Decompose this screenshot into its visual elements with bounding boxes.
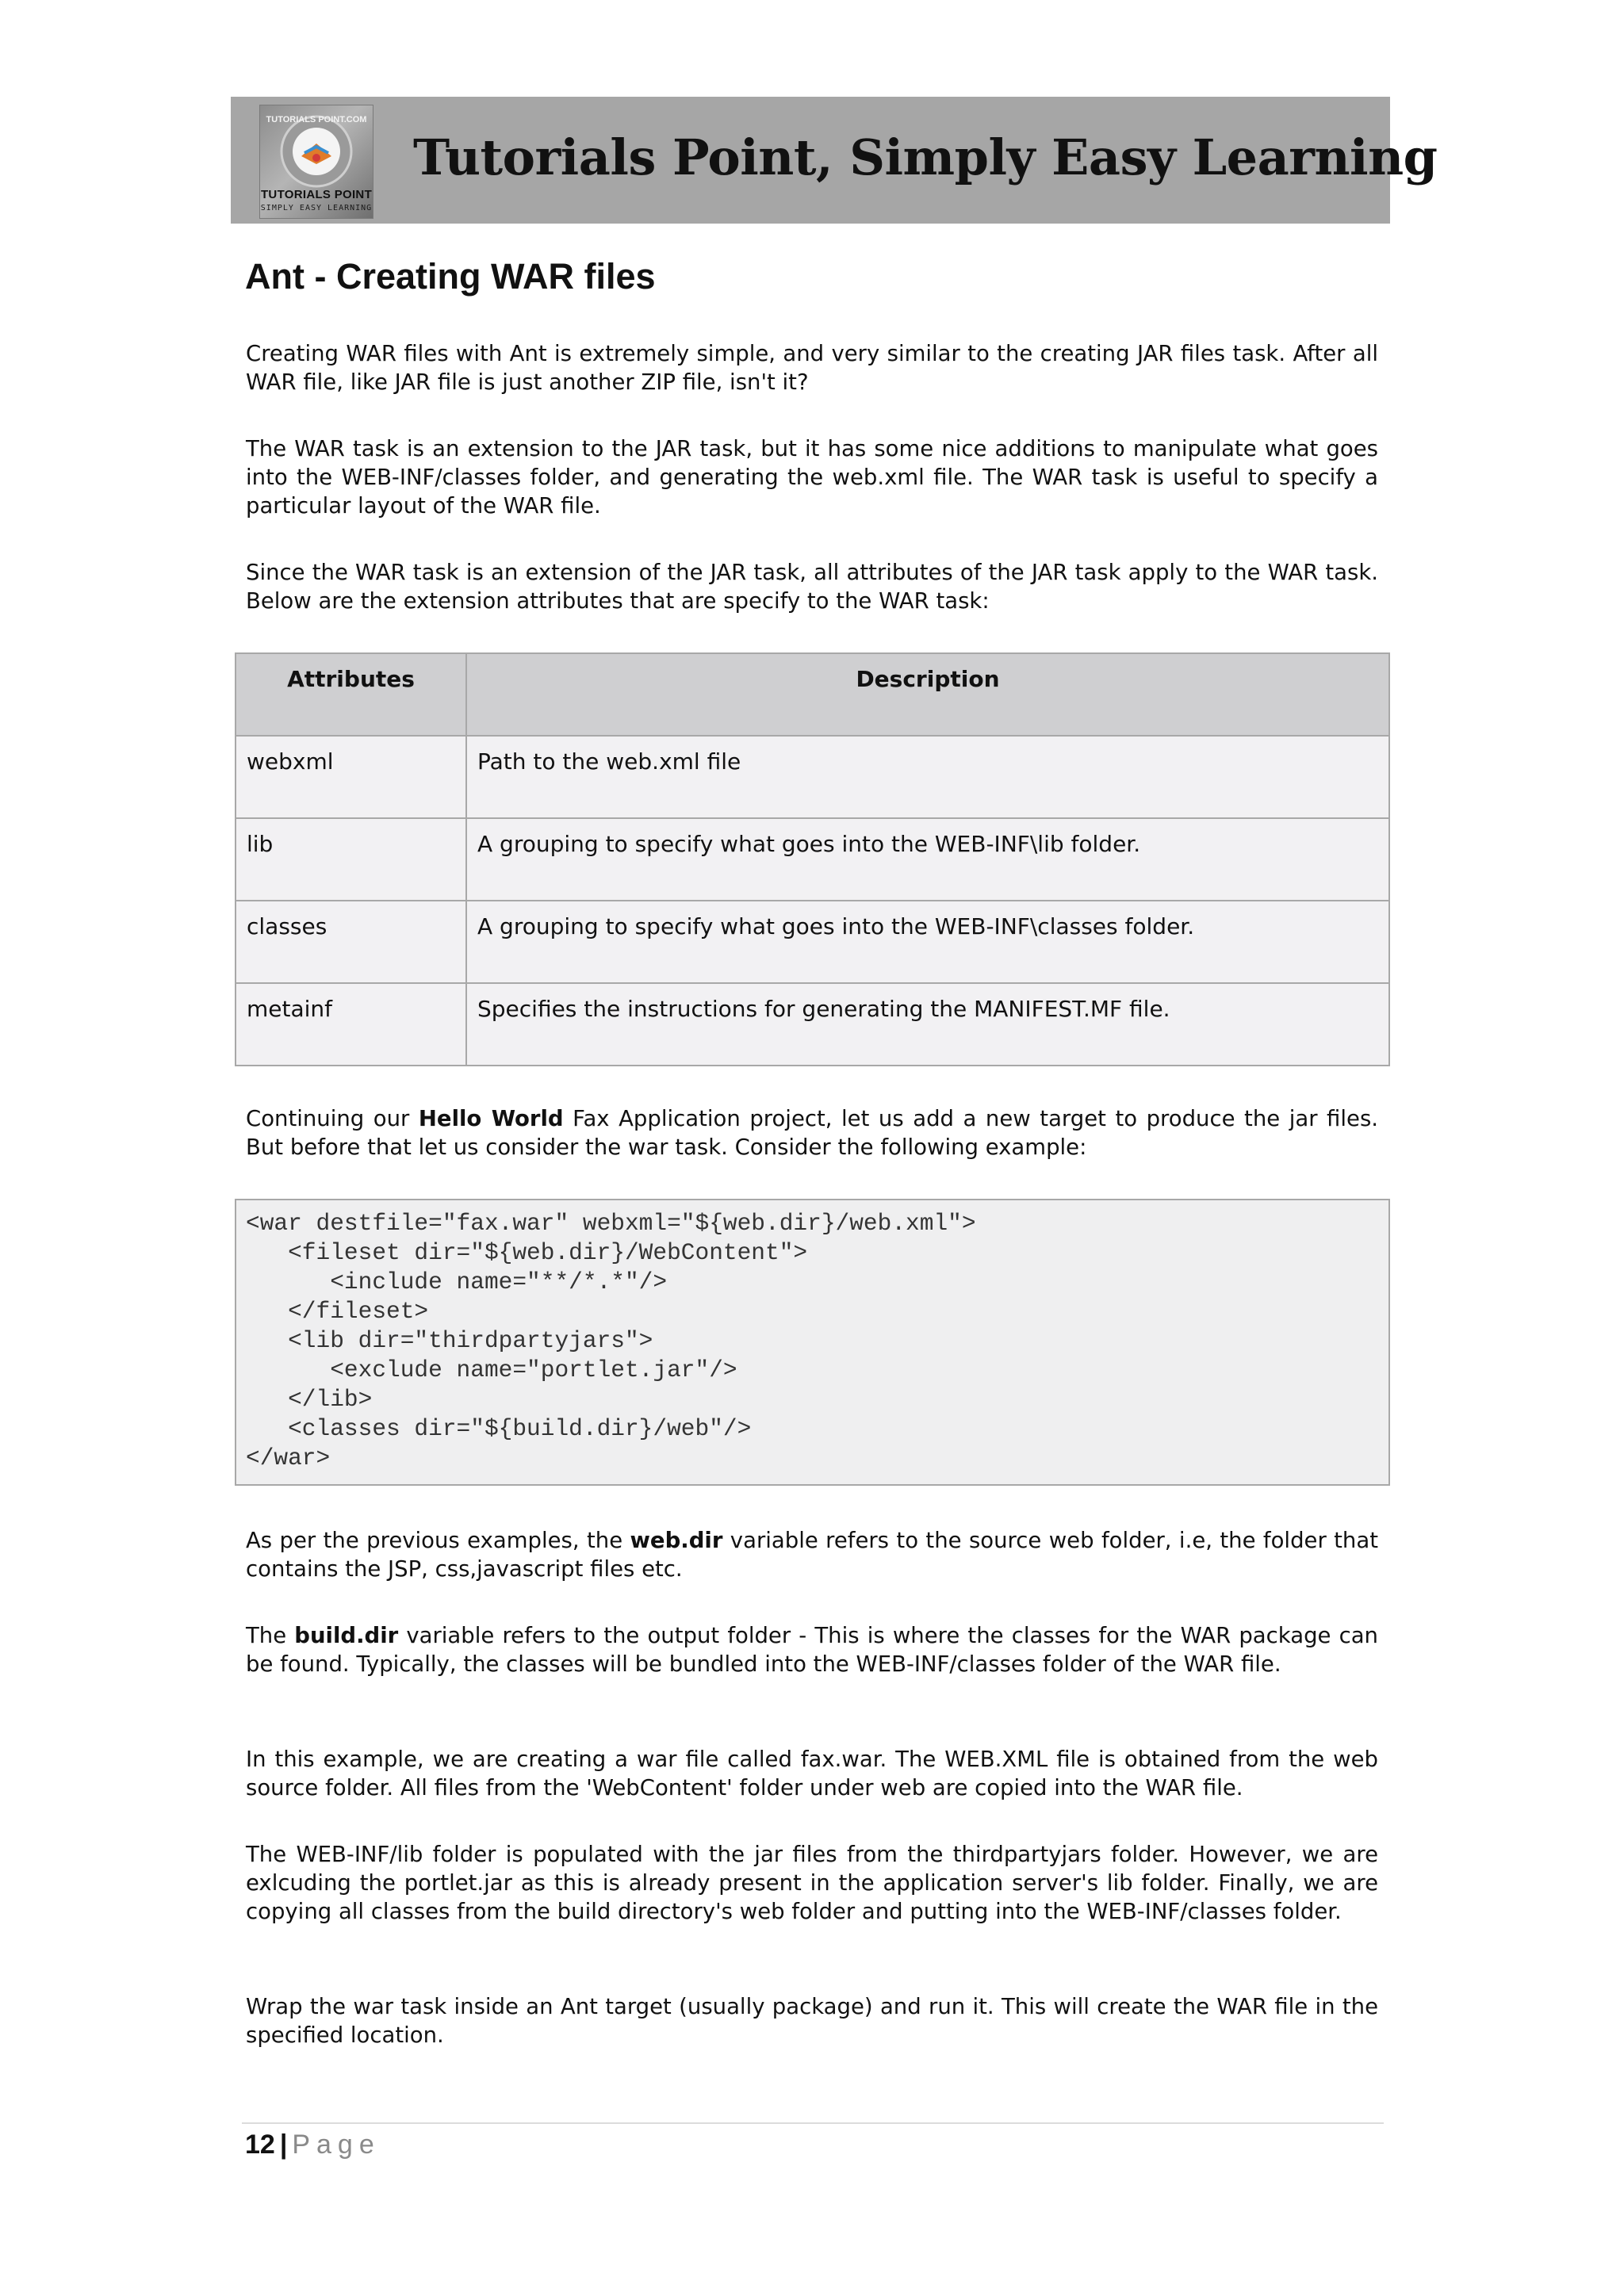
page-number: 12 bbox=[245, 2130, 275, 2160]
table-cell-attribute: classes bbox=[236, 901, 466, 983]
paragraph-web-dir bbox=[246, 1526, 1378, 1583]
tutorials-point-logo bbox=[259, 105, 373, 219]
text-run: variable refers to the source web folder, i.e, the folder that contains the JSP, css,javascript files etc. bbox=[246, 1528, 1378, 1582]
code-line: <include name="**/*.*"/> bbox=[246, 1269, 668, 1295]
page-label: Page bbox=[292, 2130, 381, 2160]
page-title: Ant - Creating WAR files bbox=[245, 256, 656, 297]
text-run: Continuing our bbox=[246, 1106, 419, 1131]
attributes-table bbox=[235, 652, 1390, 1066]
table-row bbox=[236, 736, 1389, 818]
text-run: variable refers to the output folder - This is where the classes for the WAR package can be found. Typically, the classes will be bundled into the WEB-INF/classes folder of the WAR file. bbox=[246, 1623, 1378, 1677]
text-run-bold: web.dir bbox=[630, 1528, 723, 1553]
text-run: Fax Application project, let us add a new target to produce the jar files. But before that let us consider the war task. Consider the following example: bbox=[246, 1106, 1379, 1160]
table-header-attributes: Attributes bbox=[236, 653, 466, 736]
logo-ring-text: TUTORIALS POINT.COM bbox=[266, 115, 367, 124]
paragraph-war-task: The WAR task is an extension to the JAR task, but it has some nice additions to manipulate what goes into the WEB-INF/classes folder, and generating the web.xml file. The WAR task is useful to specify a particular layout of the WAR file. bbox=[246, 436, 1378, 519]
table-cell-description: Specifies the instructions for generating the MANIFEST.MF file. bbox=[466, 983, 1389, 1066]
table-header-row bbox=[236, 653, 1389, 736]
code-line: </lib> bbox=[246, 1386, 373, 1413]
header-banner bbox=[231, 97, 1438, 224]
table-cell-description: A grouping to specify what goes into the WEB-INF\classes folder. bbox=[466, 901, 1389, 983]
code-line: <fileset dir="${web.dir}/WebContent"> bbox=[246, 1239, 808, 1266]
text-run-bold: build.dir bbox=[294, 1623, 399, 1648]
text-run: As per the previous examples, the bbox=[246, 1528, 630, 1553]
paragraph-wrap-target: Wrap the war task inside an Ant target (usually package) and run it. This will create the WAR file in the specified location. bbox=[246, 1994, 1378, 2048]
table-cell-attribute: lib bbox=[236, 818, 466, 901]
table-header-description: Description bbox=[466, 653, 1389, 736]
footer-separator: | bbox=[279, 2130, 288, 2160]
table-cell-attribute: webxml bbox=[236, 736, 466, 818]
paragraph-attributes-intro: Since the WAR task is an extension of the JAR task, all attributes of the JAR task apply to the WAR task. Below are the extension attributes that are specify to the WAR task: bbox=[246, 560, 1378, 614]
code-line: <lib dir="thirdpartyjars"> bbox=[246, 1327, 653, 1354]
code-line: <war destfile="fax.war" webxml="${web.dir}/web.xml"> bbox=[246, 1210, 976, 1237]
code-line: </war> bbox=[246, 1445, 331, 1471]
logo-name: TUTORIALS POINT bbox=[260, 188, 373, 201]
page-footer bbox=[245, 2130, 381, 2160]
table-row bbox=[236, 901, 1389, 983]
text-run-bold: Hello World bbox=[418, 1106, 564, 1131]
code-line: <exclude name="portlet.jar"/> bbox=[246, 1357, 737, 1383]
table-row bbox=[236, 818, 1389, 901]
paragraph-build-dir bbox=[246, 1621, 1378, 1678]
paragraph-hello-world bbox=[246, 1104, 1378, 1161]
footer-divider bbox=[242, 2122, 1384, 2124]
table-cell-description: Path to the web.xml file bbox=[466, 736, 1389, 818]
text-run: The bbox=[246, 1623, 295, 1648]
code-line: </fileset> bbox=[246, 1298, 429, 1325]
code-block bbox=[235, 1199, 1390, 1486]
header-title: Tutorials Point, Simply Easy Learning bbox=[413, 128, 1438, 186]
table-cell-attribute: metainf bbox=[236, 983, 466, 1066]
paragraph-example: In this example, we are creating a war file called fax.war. The WEB.XML file is obtained from the web source folder. All files from the 'WebContent' folder under web are copied into the WAR file. bbox=[246, 1747, 1378, 1800]
table-row bbox=[236, 983, 1389, 1066]
logo-tagline: SIMPLY EASY LEARNING bbox=[260, 204, 373, 212]
table-cell-description: A grouping to specify what goes into the WEB-INF\lib folder. bbox=[466, 818, 1389, 901]
paragraph-intro: Creating WAR files with Ant is extremely simple, and very similar to the creating JAR files task. After all WAR file, like JAR file is just another ZIP file, isn't it? bbox=[246, 341, 1378, 395]
paragraph-web-inf-lib: The WEB-INF/lib folder is populated with the jar files from the thirdpartyjars folder. However, we are exlcuding the portlet.jar as this is already present in the application server's lib folder. Finally, we are copying all classes from the build directory's web folder and putting into the WEB-INF/classes folder. bbox=[246, 1842, 1378, 1924]
code-line: <classes dir="${build.dir}/web"/> bbox=[246, 1415, 752, 1442]
